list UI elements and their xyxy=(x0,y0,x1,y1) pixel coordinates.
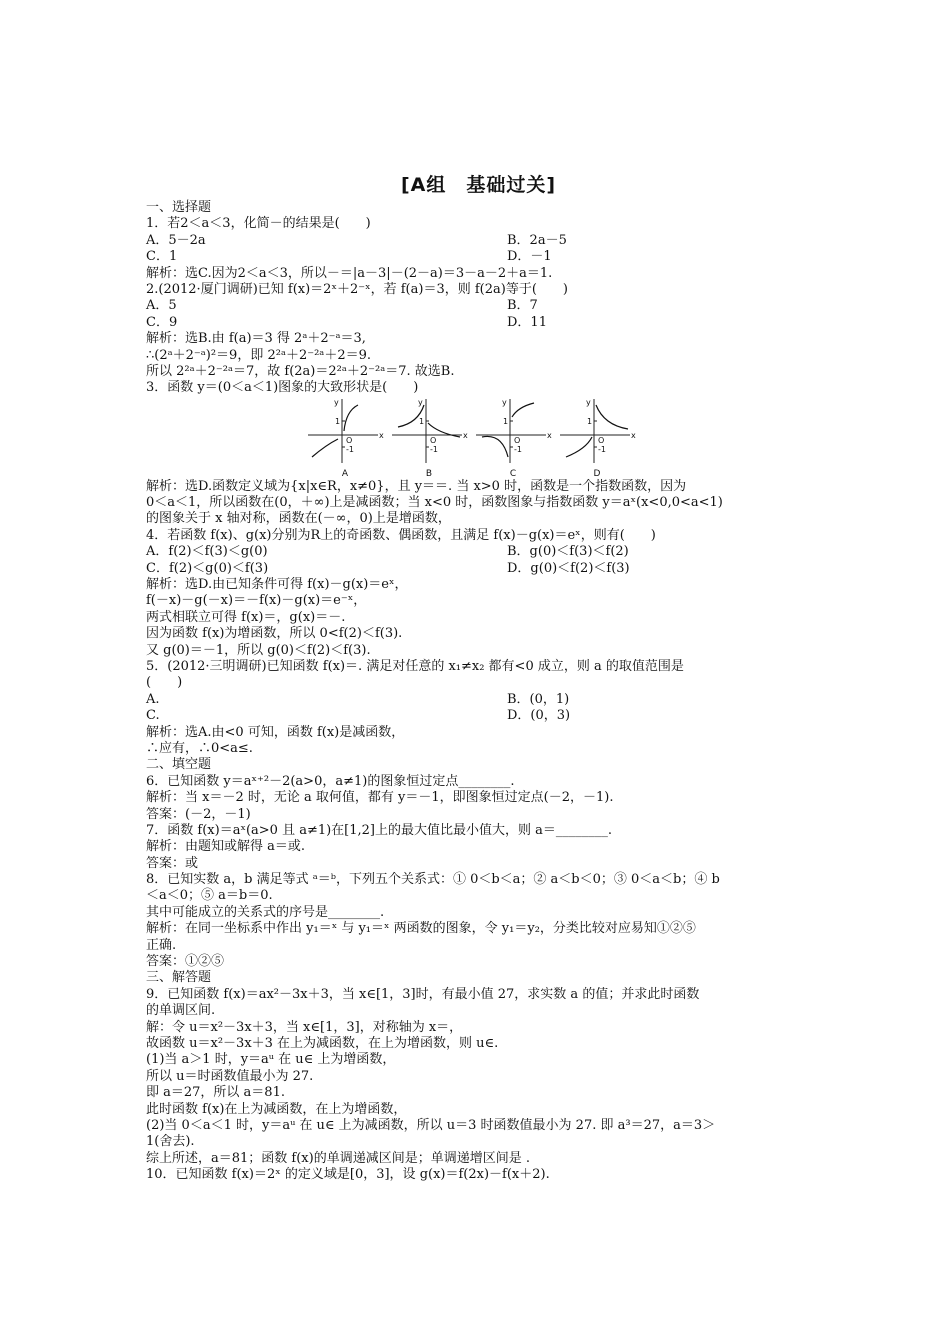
choice-row xyxy=(146,233,811,249)
text-line: 解析：当 x＝－2 时，无论 a 取何值，都有 y＝－1，即图象恒过定点(－2，－1). xyxy=(146,790,614,806)
text-line: 的单调区间. xyxy=(146,1003,216,1019)
choice-row xyxy=(146,708,811,724)
svg-text:x: x xyxy=(547,430,552,440)
text-line: 其中可能成立的关系式的序号是________. xyxy=(146,904,385,920)
svg-text:O: O xyxy=(514,435,521,445)
svg-text:1: 1 xyxy=(419,416,425,426)
text-line: 两式相联立可得 f(x)＝，g(x)＝－. xyxy=(146,609,346,625)
text-line: 解析：选C.因为2＜a＜3，所以－＝|a－3|－(2－a)＝3－a－2＋a＝1. xyxy=(146,265,553,281)
graph-option xyxy=(558,397,636,479)
text-line: ＜a＜0；⑤ a＝b＝0. xyxy=(146,888,273,904)
text-line: 即 a＝27，所以 a＝81. xyxy=(146,1085,285,1101)
text-line: 一、选择题 xyxy=(146,200,212,215)
document-body xyxy=(146,200,811,1183)
svg-text:x: x xyxy=(463,430,468,440)
text-line: 7．函数 f(x)＝aˣ(a>0 且 a≠1)在[1,2]上的最大值比最小值大，则 a＝________. xyxy=(146,822,613,838)
text-line: 解：令 u＝x²－3x＋3，当 x∈[1，3]，对称轴为 x＝， xyxy=(146,1019,463,1035)
svg-text:-1: -1 xyxy=(346,444,354,454)
svg-text:O: O xyxy=(598,435,605,445)
choice-option: B．(0，1) xyxy=(507,691,570,707)
text-line: 10．已知函数 f(x)＝2ˣ 的定义域是[0，3]，设 g(x)＝f(2x)－f(x＋2). xyxy=(146,1167,550,1183)
choice-option: D．g(0)＜f(2)＜f(3) xyxy=(507,560,630,576)
choice-row xyxy=(146,692,811,708)
choice-row xyxy=(146,561,811,577)
text-line: ∴(2ᵃ＋2⁻ᵃ)²＝9，即 2²ᵃ＋2⁻²ᵃ＋2＝9. xyxy=(146,347,371,363)
document-page xyxy=(146,170,811,1183)
svg-text:-1: -1 xyxy=(598,444,606,454)
text-line: 解析：由题知或解得 a＝或. xyxy=(146,839,306,855)
text-line: 解析：选A.由<0 可知，函数 f(x)是减函数， xyxy=(146,724,405,740)
graph-option-label: D xyxy=(593,468,601,479)
svg-text:1: 1 xyxy=(587,416,593,426)
choice-option: C．1 xyxy=(146,249,178,265)
text-line: 6．已知函数 y＝aˣ⁺²－2(a>0，a≠1)的图象恒过定点________. xyxy=(146,773,515,789)
choice-option: D．(0，3) xyxy=(507,708,571,724)
text-line: 所以 u＝时函数值最小为 27. xyxy=(146,1068,314,1084)
text-line: 解析：选D.由已知条件可得 f(x)－g(x)＝eˣ， xyxy=(146,577,408,593)
choice-option: D．11 xyxy=(507,314,547,330)
text-line: f(－x)－g(－x)＝－f(x)－g(x)＝e⁻ˣ， xyxy=(146,593,367,609)
graph-option xyxy=(306,397,384,479)
choice-option: B．2a－5 xyxy=(507,232,567,248)
text-line: 故函数 u＝x²－3x＋3 在上为减函数，在上为增函数，则 u∈. xyxy=(146,1035,499,1051)
svg-text:O: O xyxy=(430,435,437,445)
svg-text:-1: -1 xyxy=(430,444,438,454)
text-line: 1．若2＜a＜3，化简－的结果是( ) xyxy=(146,216,371,232)
text-line: 5．(2012·三明调研)已知函数 f(x)＝. 满足对任意的 x₁≠x₂ 都有<0 成立，则 a 的取值范围是 xyxy=(146,658,684,674)
text-line: 答案：①②⑤ xyxy=(146,954,225,970)
text-line: 三、解答题 xyxy=(146,970,212,986)
choice-row xyxy=(146,315,811,331)
text-line: ∴应有，∴0<a≤. xyxy=(146,740,253,756)
function-graph xyxy=(558,397,636,467)
text-line: 此时函数 f(x)在上为减函数，在上为增函数， xyxy=(146,1101,407,1117)
text-line: 答案：或 xyxy=(146,855,199,871)
function-graph xyxy=(306,397,384,467)
choice-option: D．－1 xyxy=(507,249,552,265)
text-line: 8．已知实数 a，b 满足等式 ᵃ＝ᵇ，下列五个关系式：① 0＜b＜a；② a＜b＜0；③ 0＜a＜b；④ b xyxy=(146,872,720,888)
text-line: 又 g(0)＝－1，所以 g(0)＜f(2)＜f(3). xyxy=(146,642,371,658)
text-line: 1(舍去). xyxy=(146,1134,195,1150)
choice-option: B．7 xyxy=(507,298,538,314)
text-line: 二、填空题 xyxy=(146,757,212,773)
choice-row xyxy=(146,544,811,560)
text-line: (1)当 a＞1 时，y＝aᵘ 在 u∈ 上为增函数， xyxy=(146,1052,396,1068)
text-line: 答案：(－2，－1) xyxy=(146,806,251,822)
choice-option: C．f(2)＜g(0)＜f(3) xyxy=(146,560,269,576)
choice-option: C．9 xyxy=(146,314,178,330)
svg-text:-1: -1 xyxy=(514,444,522,454)
graph-option-label: B xyxy=(425,468,433,479)
text-line: 解析：选B.由 f(a)＝3 得 2ᵃ＋2⁻ᵃ＝3, xyxy=(146,331,366,347)
choice-row xyxy=(146,249,811,265)
choice-option: A．5－2a xyxy=(146,232,206,248)
svg-text:y: y xyxy=(586,397,591,407)
graph-options xyxy=(306,397,636,479)
graph-option-label: A xyxy=(341,468,349,479)
svg-text:x: x xyxy=(379,430,384,440)
text-line: 解析：选D.函数定义域为{x|x∈R，x≠0}，且 y＝＝. 当 x>0 时，函数是一个指数函数，因为 xyxy=(146,478,687,494)
graph-option xyxy=(390,397,468,479)
section-header: [A组 基础过关] xyxy=(400,174,557,196)
text-line: 正确. xyxy=(146,937,177,953)
text-line: 4．若函数 f(x)、g(x)分别为R上的奇函数、偶函数，且满足 f(x)－g(x)＝eˣ，则有( ) xyxy=(146,527,656,543)
svg-text:y: y xyxy=(418,397,423,407)
choice-option: C. xyxy=(146,708,160,724)
text-line: 2.(2012·厦门调研)已知 f(x)＝2ˣ＋2⁻ˣ，若 f(a)＝3，则 f(2a)等于( ) xyxy=(146,281,568,297)
text-line: 9．已知函数 f(x)＝ax²－3x＋3，当 x∈[1，3]时，有最小值 27，求实数 a 的值；并求此时函数 xyxy=(146,986,700,1002)
text-line: 0＜a＜1，所以函数在(0，＋∞)上是减函数；当 x<0 时，函数图象与指数函数 y＝aˣ(x<0,0<a<1) xyxy=(146,495,723,511)
text-line: 所以 2²ᵃ＋2⁻²ᵃ＝7，故 f(2a)＝2²ᵃ＋2⁻²ᵃ＝7. 故选B. xyxy=(146,363,455,379)
choice-option: B．g(0)＜f(3)＜f(2) xyxy=(507,544,629,560)
choice-option: A．f(2)＜f(3)＜g(0) xyxy=(146,544,268,560)
text-line: (2)当 0＜a＜1 时，y＝aᵘ 在 u∈ 上为减函数，所以 u＝3 时函数值最小为 27. 即 a³＝27，a＝3＞ xyxy=(146,1117,716,1133)
graph-option xyxy=(474,397,552,479)
text-line: 因为函数 f(x)为增函数，所以 0<f(2)＜f(3). xyxy=(146,626,403,642)
function-graph xyxy=(390,397,468,467)
svg-text:y: y xyxy=(502,397,507,407)
choice-option: A．5 xyxy=(146,298,177,314)
text-line: 3．函数 y＝(0＜a＜1)图象的大致形状是( ) xyxy=(146,380,419,396)
function-graph xyxy=(474,397,552,467)
svg-text:O: O xyxy=(346,435,353,445)
choice-option: A. xyxy=(146,691,160,707)
svg-text:y: y xyxy=(334,397,339,407)
svg-text:1: 1 xyxy=(503,416,509,426)
text-line: 综上所述，a＝81；函数 f(x)的单调递减区间是；单调递增区间是 . xyxy=(146,1150,530,1166)
text-line: ( ) xyxy=(146,675,183,691)
choice-row xyxy=(146,298,811,314)
graph-option-label: C xyxy=(509,468,517,479)
svg-text:x: x xyxy=(631,430,636,440)
svg-text:1: 1 xyxy=(335,416,341,426)
text-line: 解析：在同一坐标系中作出 y₁＝ˣ 与 y₁＝ˣ 两函数的图象，令 y₁＝y₂，分类比较对应易知①②⑤ xyxy=(146,921,696,937)
text-line: 的图象关于 x 轴对称，函数在(－∞，0)上是增函数， xyxy=(146,511,451,527)
